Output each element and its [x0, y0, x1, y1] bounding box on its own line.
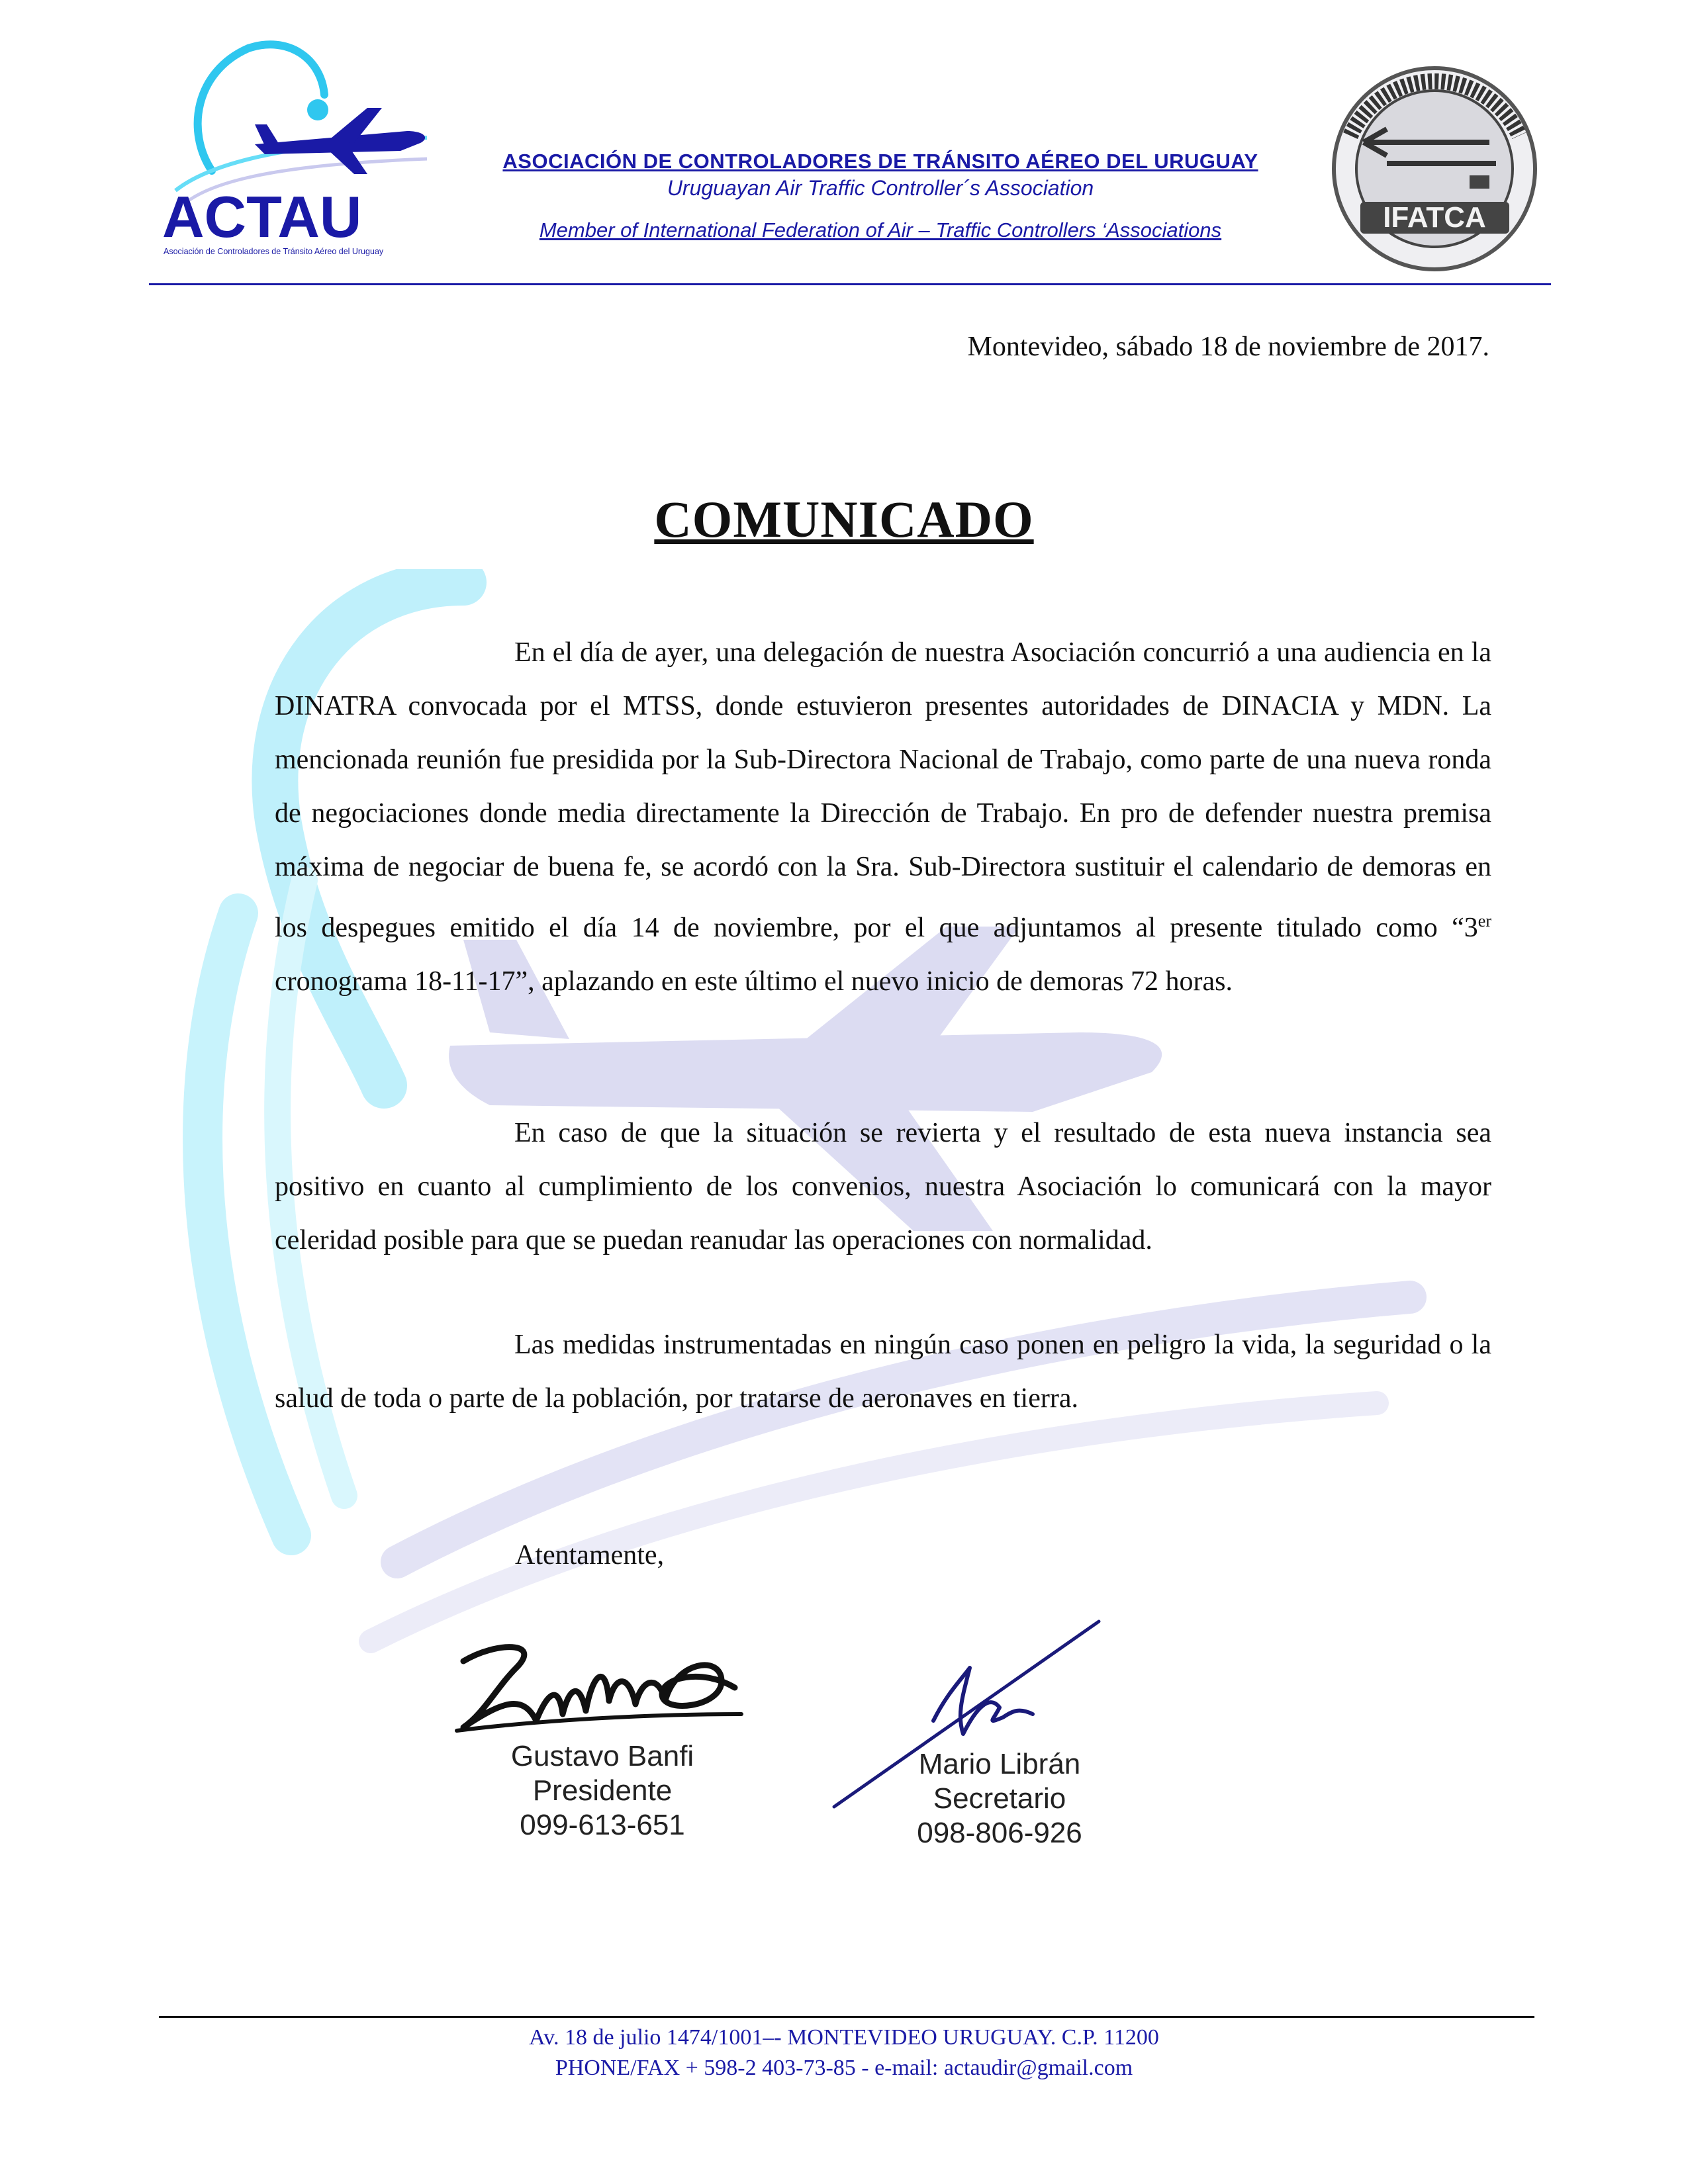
signatory-president — [477, 1739, 728, 1843]
signatory-phone: 098-806-926 — [917, 1817, 1082, 1849]
signatory-phone: 099-613-651 — [520, 1809, 685, 1841]
signatory-secretary — [874, 1747, 1125, 1850]
header-divider — [149, 283, 1551, 285]
paragraph-3: Las medidas instrumentadas en ningún caso ponen en peligro la vida, la seguridad o la salud de toda o parte de la población, por tratarse de aeronaves en tierra. — [275, 1330, 1491, 1414]
footer-divider — [159, 2016, 1534, 2018]
paragraph-2: En caso de que la situación se revierta y el resultado de esta nueva instancia sea positivo en cuanto al cumplimiento de los convenios, nuestra Asociación lo comunicará con la mayor celeridad posible para que se puedan reanudar las operaciones con normalidad. — [275, 1118, 1491, 1255]
signatory-name: Gustavo Banfi — [510, 1740, 694, 1772]
letter-title: COMUNICADO — [654, 490, 1034, 548]
ifatca-seal — [1324, 63, 1546, 275]
paragraph-1-text-a: En el día de ayer, una delegación de nuestra Asociación concurrió a una audiencia en la DINATRA convocada por el MTSS, donde estuvieron presentes autoridades de DINACIA y MDN. La mencionada reunión fue presidida por la Sub-Directora Nacional de Trabajo, como parte de una nueva ronda de negociaciones donde media directamente la Dirección de Trabajo. En pro de defender nuestra premisa máxima de negociar de buena fe, se acordó con la Sra. Sub-Directora sustituir el calendario de demoras en los despegues emitido el día 14 de noviembre, por el que adjuntamos al presente titulado como “3 — [275, 637, 1491, 943]
signature-banfi — [444, 1615, 755, 1741]
signatory-role: Presidente — [532, 1774, 673, 1807]
footer-contact: PHONE/FAX + 598-2 403-73-85 - e-mail: actaudir@gmail.com — [555, 2056, 1133, 2080]
signatory-name: Mario Librán — [918, 1748, 1081, 1780]
paragraph-1 — [275, 626, 1491, 1009]
watermark-swoosh-lavender-2 — [371, 1403, 1377, 1641]
ifatca-seal-acronym: IFATCA — [1383, 201, 1486, 234]
association-name: ASOCIACIÓN DE CONTROLADORES DE TRÁNSITO AÉREO DEL URUGUAY — [502, 150, 1258, 173]
association-english-name: Uruguayan Air Traffic Controller´s Association — [667, 176, 1094, 200]
membership-line: Member of International Federation of Air – Traffic Controllers ‘Associations — [539, 218, 1222, 242]
letter-date: Montevideo, sábado 18 de noviembre de 2017. — [967, 332, 1489, 362]
signatory-role: Secretario — [933, 1782, 1066, 1815]
headset-earpiece-icon — [307, 99, 328, 120]
footer-address: Av. 18 de julio 1474/1001–- MONTEVIDEO URUGUAY. C.P. 11200 — [529, 2025, 1159, 2050]
paragraph-1-text-b: cronograma 18-11-17”, aplazando en este último el nuevo inicio de demoras 72 horas. — [275, 966, 1233, 997]
actau-logo-acronym: ACTAU — [162, 184, 362, 250]
actau-logo — [149, 32, 434, 260]
closing-salutation: Atentamente, — [515, 1540, 665, 1570]
actau-logo-subtitle: Asociación de Controladores de Tránsito Aéreo del Uruguay — [164, 247, 384, 256]
paragraph-1-superscript: er — [1477, 911, 1491, 931]
